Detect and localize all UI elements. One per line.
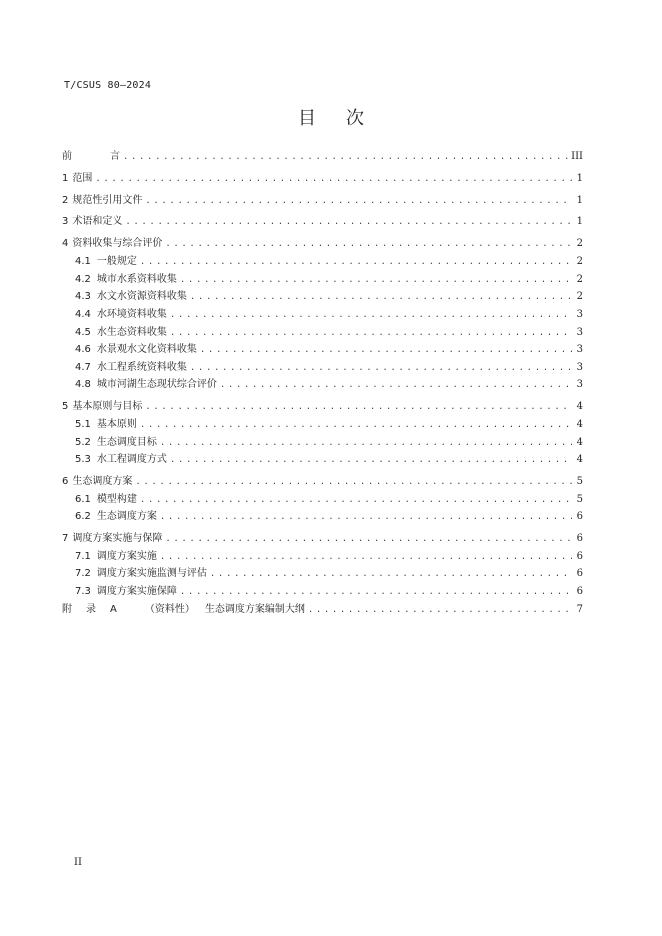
toc-entry-label: 前 言 — [62, 151, 120, 162]
toc-entry-4[interactable] — [62, 237, 583, 255]
toc-entry-appendix-a[interactable] — [62, 603, 583, 621]
toc-entry-label: 7.3 调度方案实施保障 — [75, 586, 177, 598]
toc-entry-label: 7 调度方案实施与保障 — [62, 533, 163, 545]
dot-leader — [160, 551, 572, 564]
toc-entry-5-3[interactable] — [62, 453, 583, 471]
toc-entry-label: 4.8 城市河湖生态现状综合评价 — [75, 379, 217, 391]
dot-leader — [165, 238, 572, 251]
toc-page-number: III — [571, 151, 583, 162]
dot-leader — [190, 362, 572, 375]
dot-leader — [140, 256, 572, 269]
dot-leader — [220, 379, 572, 392]
toc-entry-6-2[interactable] — [62, 510, 583, 528]
dot-leader — [200, 344, 572, 357]
toc-page-number: 1 — [576, 194, 583, 206]
toc-entry-label: 7.1 调度方案实施 — [75, 550, 157, 562]
toc-page-number: 4 — [576, 436, 583, 448]
toc-entry-4-2[interactable] — [62, 273, 583, 291]
toc-page-number: 7 — [576, 603, 583, 615]
dot-leader — [210, 568, 572, 581]
toc-entry-label: 3 术语和定义 — [62, 216, 123, 228]
toc-page-number: 3 — [576, 361, 583, 373]
toc-page-number: 4 — [576, 454, 583, 466]
toc-entry-label: 4 资料收集与综合评价 — [62, 238, 163, 250]
toc-page-number: 6 — [576, 550, 583, 562]
toc-page-number: 2 — [576, 255, 583, 267]
dot-leader — [160, 511, 572, 524]
toc-page-number: 3 — [576, 379, 583, 391]
toc-page-number: 6 — [576, 568, 583, 580]
toc-entry-5-1[interactable] — [62, 418, 583, 436]
toc-entry-label: 7.2 调度方案实施监测与评估 — [75, 568, 207, 580]
toc-entry-5[interactable] — [62, 400, 583, 418]
toc-entry-label: 5 基本原则与目标 — [62, 401, 143, 413]
dot-leader — [160, 437, 572, 450]
toc-entry-label: 6.2 生态调度方案 — [75, 511, 157, 523]
toc-page-number: 4 — [576, 418, 583, 430]
toc-page-number: 6 — [576, 511, 583, 523]
toc-entry-4-3[interactable] — [62, 290, 583, 308]
toc-entry-foreword[interactable] — [62, 150, 583, 168]
dot-leader — [125, 216, 572, 229]
toc-entry-3[interactable] — [62, 215, 583, 233]
toc-page-number: 6 — [576, 533, 583, 545]
toc-entry-7[interactable] — [62, 532, 583, 550]
dot-leader — [170, 454, 572, 467]
toc-page-number: 5 — [576, 476, 583, 488]
toc-entry-4-7[interactable] — [62, 361, 583, 379]
dot-leader — [145, 401, 572, 414]
toc-entry-label: 5.2 生态调度目标 — [75, 436, 157, 448]
toc-entry-1[interactable] — [62, 172, 583, 190]
toc-entry-label: 4.1 一般规定 — [75, 255, 137, 267]
toc-page-number: 3 — [576, 344, 583, 356]
toc-page-number: 3 — [576, 326, 583, 338]
dot-leader — [95, 173, 572, 186]
toc-page-number: 1 — [576, 172, 583, 184]
toc-entry-label: 2 规范性引用文件 — [62, 194, 143, 206]
dot-leader — [145, 195, 572, 208]
toc-entry-2[interactable] — [62, 194, 583, 212]
toc-entry-label: 6 生态调度方案 — [62, 476, 133, 488]
toc-entry-7-3[interactable] — [62, 585, 583, 603]
toc-entry-label: 4.5 水生态资料收集 — [75, 326, 167, 338]
page-title: 目次 — [298, 108, 394, 129]
page-number: II — [74, 857, 82, 868]
dot-leader — [170, 327, 572, 340]
dot-leader — [123, 151, 568, 164]
dot-leader — [180, 274, 572, 287]
dot-leader — [165, 533, 572, 546]
toc-page-number: 2 — [576, 273, 583, 285]
dot-leader — [140, 419, 572, 432]
toc-entry-7-2[interactable] — [62, 567, 583, 585]
dot-leader — [135, 476, 572, 489]
toc-page-number: 3 — [576, 308, 583, 320]
toc-entry-7-1[interactable] — [62, 550, 583, 568]
toc-entry-label: 4.2 城市水系资料收集 — [75, 273, 177, 285]
document-code: T/CSUS 80—2024 — [64, 80, 152, 91]
table-of-contents — [62, 150, 583, 620]
toc-page-number: 4 — [576, 401, 583, 413]
toc-entry-6[interactable] — [62, 475, 583, 493]
toc-entry-4-8[interactable] — [62, 378, 583, 396]
dot-leader — [170, 309, 572, 322]
dot-leader — [190, 291, 572, 304]
dot-leader — [308, 604, 572, 617]
toc-entry-label: 1 范围 — [62, 172, 93, 184]
dot-leader — [140, 494, 572, 507]
toc-entry-label: 6.1 模型构建 — [75, 493, 137, 505]
toc-entry-4-5[interactable] — [62, 326, 583, 344]
toc-entry-label: 5.1 基本原则 — [75, 418, 137, 430]
toc-page-number: 5 — [576, 493, 583, 505]
toc-entry-5-2[interactable] — [62, 436, 583, 454]
toc-entry-label: 4.6 水景观水文化资料收集 — [75, 344, 197, 356]
toc-entry-label: 附 录 A （资料性） 生态调度方案编制大纲 — [62, 603, 305, 615]
toc-page-number: 6 — [576, 586, 583, 598]
toc-entry-label: 4.3 水文水资源资料收集 — [75, 291, 187, 303]
toc-page-number: 1 — [576, 216, 583, 228]
toc-page-number: 2 — [576, 238, 583, 250]
toc-page-number: 2 — [576, 291, 583, 303]
toc-entry-label: 5.3 水工程调度方式 — [75, 454, 167, 466]
toc-entry-4-1[interactable] — [62, 255, 583, 273]
toc-entry-6-1[interactable] — [62, 493, 583, 511]
toc-entry-4-6[interactable] — [62, 343, 583, 361]
toc-entry-label: 4.4 水环境资料收集 — [75, 308, 167, 320]
toc-entry-4-4[interactable] — [62, 308, 583, 326]
toc-entry-label: 4.7 水工程系统资料收集 — [75, 361, 187, 373]
dot-leader — [180, 586, 572, 599]
